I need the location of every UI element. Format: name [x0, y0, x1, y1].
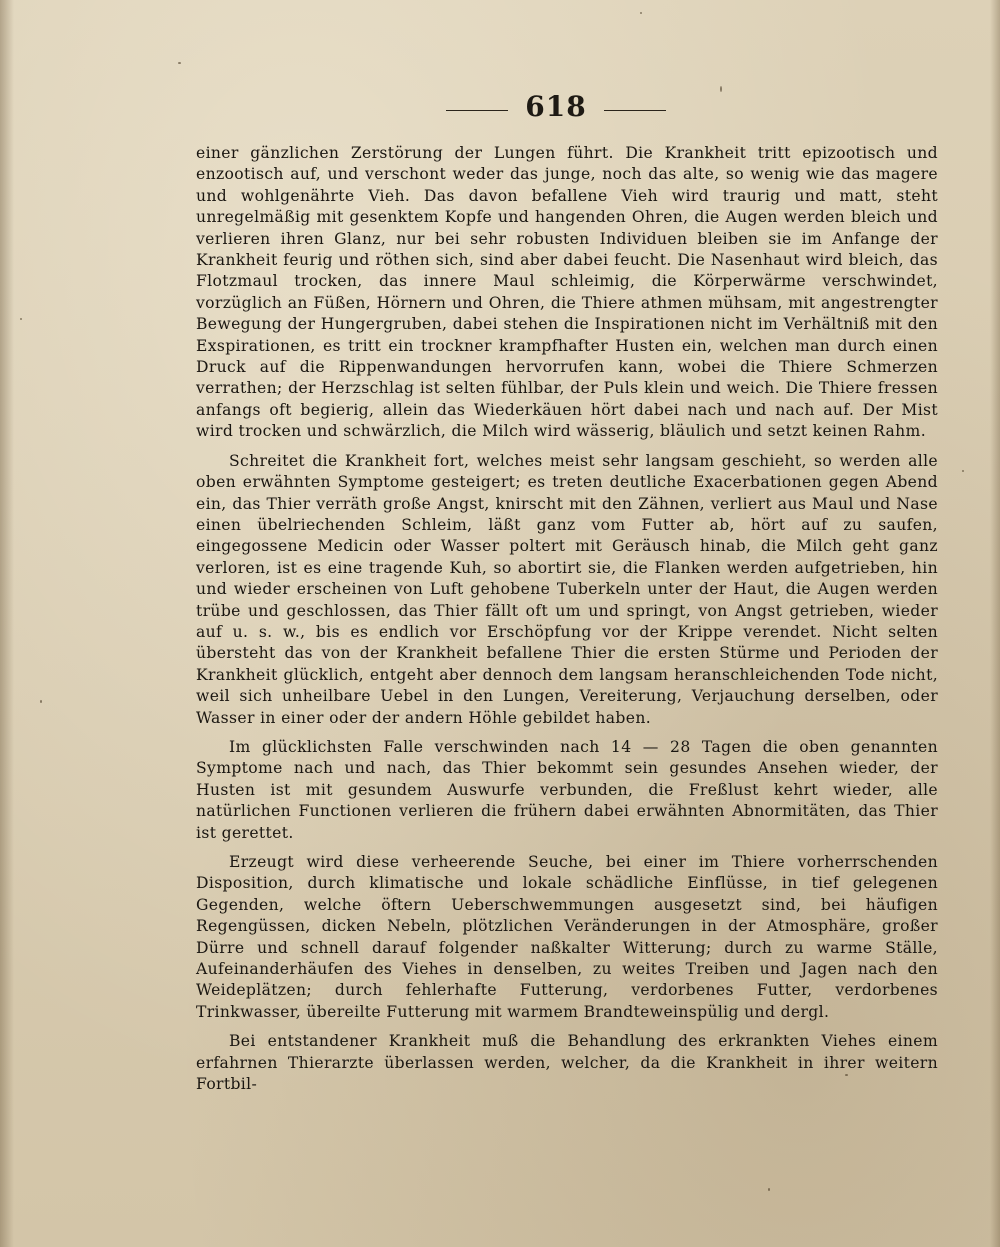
header-rule-right [604, 110, 666, 111]
paragraph-progression: Schreitet die Krankheit fort, welches meist sehr langsam geschieht, so werden alle oben erwähnten Symptome gesteigert; es treten deutliche Exacerbationen gegen Abend ein, das Thier verräth große Angst, knirscht mit den Zähnen, verliert aus Maul und Nase einen übelriechenden Schleim, läßt ganz vom Futter ab, hört auf zu saufen, eingegossene Medicin oder Wasser poltert mit Geräusch hinab, die Milch geht ganz verloren, ist es eine tragende Kuh, so abortirt sie, die Flanken werden aufgetrieben, hin und wieder erscheinen von Luft gehobene Tuberkeln unter der Haut, die Augen werden trübe und geschlossen, das Thier fällt oft um und springt, von Angst getrieben, wieder auf u. s. w., bis es endlich vor Erschöpfung vor der Krippe verendet. Nicht selten übersteht das von der Krankheit befallene Thier die ersten Stürme und Perioden der Krankheit glücklich, entgeht aber dennoch dem langsam heranschleichenden Tode nicht, weil sich unheilbare Uebel in den Lungen, Vereiterung, Verjauchung derselben, oder Wasser in einer oder der andern Höhle gebildet haben. [196, 451, 938, 727]
paragraph-symptoms: einer gänzlichen Zerstörung der Lungen führt. Die Krankheit tritt epizootisch und enzootisch auf, und verschont weder das junge, noch das alte, so wenig wie das magere und wohlgenährte Vieh. Das davon befallene Vieh wird traurig und matt, steht unregelmäßig mit gesenktem Kopfe und hangenden Ohren, die Augen werden bleich und verlieren ihren Glanz, nur bei sehr robusten Individuen bleiben sie im Anfange der Krankheit feurig und röthen sich, sind aber dabei feucht. Die Nasenhaut wird bleich, das Flotzmaul trocken, das innere Maul schleimig, die Körperwärme verschwindet, vorzüglich an Füßen, Hörnern und Ohren, die Thiere athmen mühsam, mit angestrengter Bewegung der Hungergruben, dabei stehen die Inspirationen nicht im Verhältniß mit den Exspirationen, es tritt ein trockner krampfhafter Husten ein, welchen man durch einen Druck auf die Rippenwandungen hervorrufen kann, wobei die Thiere Schmerzen verrathen; der Herzschlag ist selten fühlbar, der Puls klein und weich. Die Thiere fressen anfangs oft begierig, allein das Wiederkäuen hört dabei nach und nach auf. Der Mist wird trocken und schwärzlich, die Milch wird wässerig, bläulich und setzt keinen Rahm. [196, 144, 938, 441]
page-edge-shadow-left [0, 0, 14, 1247]
paragraph-recovery: Im glücklichsten Falle verschwinden nach 14 — 28 Tagen die oben genannten Symptome nach und nach, das Thier bekommt sein gesundes Ansehen wieder, der Husten ist mit gesundem Auswurfe verbunden, die Freßlust kehrt wieder, alle natürlichen Functionen verlieren die frühern dabei erwähnten Abnormitäten, das Thier ist gerettet. [196, 737, 938, 842]
paragraph-treatment: Bei entstandener Krankheit muß die Behandlung des erkrankten Viehes einem erfahrnen Thierarzte überlassen werden, welcher, da die Krankheit in ihrer weitern Fortbil- [196, 1032, 938, 1094]
page-number: 618 [525, 90, 587, 123]
body-text [196, 143, 938, 1103]
page-header [0, 88, 1000, 128]
header-rule-left [446, 110, 508, 111]
paragraph-causes: Erzeugt wird diese verheerende Seuche, bei einer im Thiere vorherrschenden Disposition, durch klimatische und lokale schädliche Einflüsse, in tief gelegenen Gegenden, welche öftern Ueberschwemmungen ausgesetzt sind, bei häufigen Regengüssen, dicken Nebeln, plötzlichen Veränderungen in der Atmosphäre, großer Dürre und schnell darauf folgender naßkalter Witterung; durch zu warme Ställe, Aufeinanderhäufen des Viehes in denselben, zu weites Treiben und Jagen nach den Weideplätzen; durch fehlerhafte Futterung, verdorbenes Futter, verdorbenes Trinkwasser, übereilte Futterung mit warmem Brandteweinspülig und dergl. [196, 853, 938, 1021]
page-edge-shadow-right [990, 0, 1000, 1247]
